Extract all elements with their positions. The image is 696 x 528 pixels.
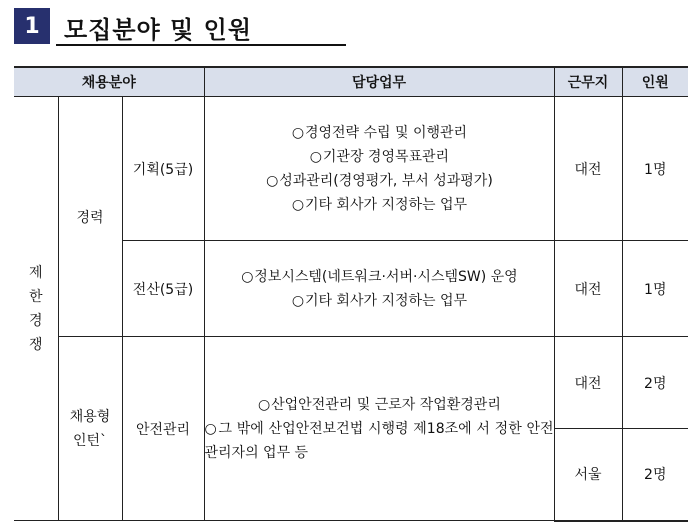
duty-item: ○기타 회사가 지정하는 업무 [291, 196, 468, 213]
count-planning: 1명 [622, 97, 688, 241]
group-label-char: 제 [28, 264, 43, 281]
section-number: 1 [14, 8, 50, 44]
duty-item: ○기타 회사가 지정하는 업무 [291, 292, 468, 309]
duty-item: ○기관장 경영목표관리 [309, 148, 450, 165]
group-label-char: 경 [28, 312, 43, 329]
count-safety-2: 2명 [622, 429, 688, 521]
duty-item: ○경영전략 수립 및 이행관리 [291, 124, 468, 141]
duty-item: ○ 그 밖에 산업안전보건법 시행령 제18조에 서 정한 안전관리자의 업무 등 [204, 420, 554, 461]
header-row [14, 67, 688, 97]
location-safety-1: 대전 [554, 337, 622, 429]
header-location: 근무지 [554, 67, 622, 97]
group-label-char: 한 [28, 288, 43, 305]
header-duties: 담당업무 [204, 67, 554, 97]
career-label: 경력 [58, 97, 122, 337]
section-title: 모집분야 및 인원 [64, 16, 252, 44]
job-title-it: 전산(5급) [122, 241, 204, 337]
duties-planning [204, 97, 554, 241]
group-label-char: 쟁 [28, 336, 43, 353]
count-safety-1: 2명 [622, 337, 688, 429]
table-row-planning [14, 97, 688, 241]
location-it: 대전 [554, 241, 622, 337]
duties-safety [204, 337, 554, 521]
job-title-safety: 안전관리 [122, 337, 204, 521]
duty-item: ○정보시스템(네트워크·서버·시스템SW) 운영 [241, 268, 518, 285]
count-it: 1명 [622, 241, 688, 337]
table-row-safety-1 [14, 337, 688, 429]
group-label [14, 97, 58, 521]
duties-it [204, 241, 554, 337]
intern-label: 채용형 인턴` [58, 337, 122, 521]
recruitment-table [14, 66, 688, 522]
title-underline [56, 44, 346, 46]
header-headcount: 인원 [622, 67, 688, 97]
duty-item: ○성과관리(경영평가, 부서 성과평가) [266, 172, 493, 189]
job-title-planning: 기획(5급) [122, 97, 204, 241]
location-safety-2: 서울 [554, 429, 622, 521]
duty-item: ○산업안전관리 및 근로자 작업환경관리 [258, 396, 501, 413]
header-field: 채용분야 [14, 67, 204, 97]
section-header [14, 8, 346, 46]
location-planning: 대전 [554, 97, 622, 241]
